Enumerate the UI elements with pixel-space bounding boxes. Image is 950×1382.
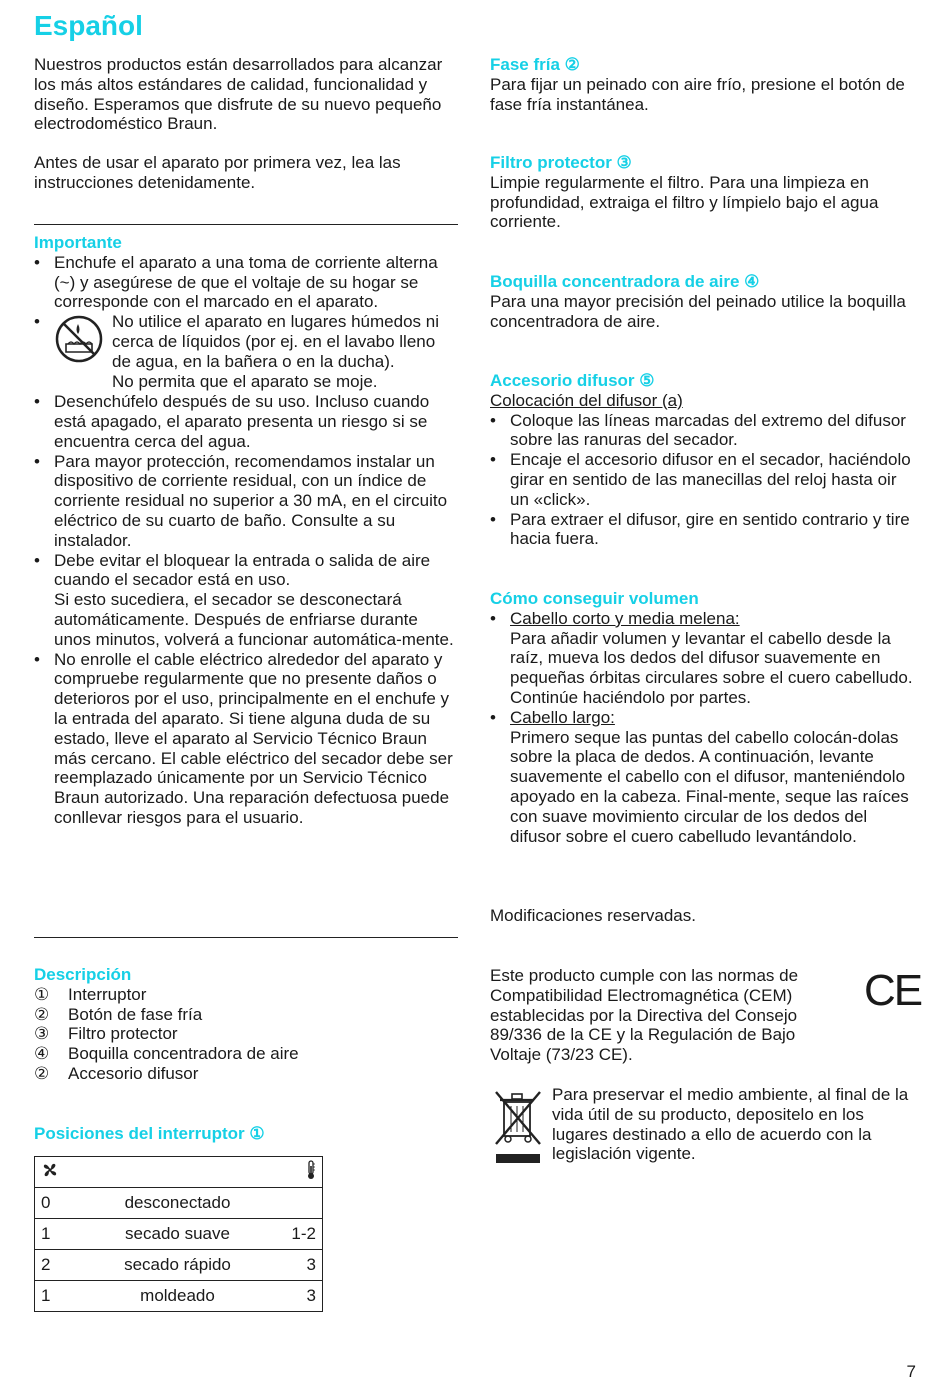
fase-fria-section: Fase fría ② Para fijar un peinado con aire frío, presione el botón de fase fría instantánea. [490,55,918,114]
list-item: • Para mayor protección, recomendamos instalar un dispositivo de corriente residual, con un índice de corriente residual no superior a 30 mA, en el circuito eléctrico de su cuarto de baño. Consulte a su instalador. [34,452,458,551]
weee-bin-icon [492,1088,544,1171]
filtro-section: Filtro protector ③ Limpie regularmente el filtro. Para una limpieza en profundidad, extraiga el filtro y límpielo bajo el agua corriente. [490,153,918,232]
desc-item: ① Interruptor [34,984,147,1004]
intro-paragraph-1: Nuestros productos están desarrollados para alcanzar los más altos estándares de calidad, funcionalidad y diseño. Esperamos que disfrute de su nuevo pequeño electrodoméstico Braun. [34,55,443,134]
table-row: 1 secado suave 1-2 [35,1219,323,1250]
list-item: • Debe evitar el bloquear la entrada o salida de aire cuando el secador está en uso. Si esto sucediera, el secador se desconectará automáticamente. Después de enfriarse durante unos minutos, volverá a funcionar automática-mente. [34,551,458,650]
table-header-row [35,1157,323,1188]
desc-item: ④ Boquilla concentradora de aire [34,1044,299,1064]
desc-item: ③ Filtro protector [34,1024,178,1044]
descripcion-heading: Descripción [34,965,132,984]
table-row: 2 secado rápido 3 [35,1250,323,1281]
boquilla-section: Boquilla concentradora de aire ④ Para una mayor precisión del peinado utilice la boquilla concentradora de aire. [490,272,918,331]
list-item: • Enchufe el aparato a una toma de corriente alterna (~) y asegúrese de que el voltaje de su hogar se corresponde con el marcado en el aparato. [34,253,458,312]
list-item: • Desenchúfelo después de su uso. Incluso cuando está apagado, el aparato presenta un riesgo si se encuentra cerca del agua. [34,392,458,451]
thermometer-icon [276,1160,316,1185]
desc-item: ② Accesorio difusor [34,1063,199,1083]
list-item: • No utilice el aparato en lugares húmedos ni cerca de líquidos (por ej. en el lavabo lleno de agua, en la bañera o en la ducha). No permita que el aparato se moje. [34,312,458,392]
list-item: • Cabello largo: Primero seque las puntas del cabello colocán-dolas sobre la placa de dedos. A continuación, levante suavemente el cabello con el difusor, manteniéndolo apoyado en la cabeza. Final-mente, seque las raíces con suave movimiento circular de los dedos del difusor sobre el cuero cabelludo levantándolo. [490,708,918,847]
descripcion-section [34,965,458,1084]
fase-fria-heading: Fase fría ② [490,55,580,74]
list-item: • Coloque las líneas marcadas del extremo del difusor sobre las ranuras del secador. [490,411,918,451]
importante-section [34,233,458,828]
divider [34,224,458,225]
env-text: Para preservar el medio ambiente, al final de la vida útil de su producto, depositelo en los lugares destinado a ello de acuerdo con la legislación vigente. [552,1085,909,1164]
posiciones-heading: Posiciones del interruptor ① [34,1124,265,1143]
switch-positions-table [34,1156,323,1312]
intro-paragraph-2: Antes de usar el aparato por primera vez, lea las instrucciones detenidamente. [34,153,401,192]
accesorio-section: Accesorio difusor ⑤ Colocación del difusor (a) • Coloque las líneas marcadas del extremo del difusor sobre las ranuras del secador. • Encaje el accesorio difusor en el secador, haciéndolo girar en sentido de las manecillas del reloj hasta oir un «click». • Para extraer el difusor, gire en sentido contrario y tire hacia fuera. [490,371,918,549]
modificaciones-text: Modificaciones reservadas. [490,906,696,925]
cem-text: Este producto cumple con las normas de Compatibilidad Electromagnética (CEM) establecidas por la Directiva del Consejo 89/336 de la CE y la Regulación de Bajo Voltaje (73/23 CE). [490,966,799,1065]
page-number: 7 [906,1362,916,1381]
page-title: Español [34,10,143,41]
list-item: • Cabello corto y media melena: Para añadir volumen y levantar el cabello desde la raíz, mueva los dedos del difusor suavemente en pequeñas órbitas circulares sobre el cuero cabelludo. Continúe haciéndolo por partes. [490,609,918,708]
no-water-icon [54,314,104,369]
table-row: 0 desconectado [35,1188,323,1219]
ce-mark-icon: CE [864,966,922,1015]
list-item: • Para extraer el difusor, gire en sentido contrario y tire hacia fuera. [490,510,918,550]
table-row: 1 moldeado 3 [35,1281,323,1312]
volumen-section [490,589,918,846]
list-item: • Encaje el accesorio difusor en el secador, haciéndolo girar en sentido de las manecillas del reloj hasta oir un «click». [490,450,918,509]
filtro-heading: Filtro protector ③ [490,153,632,172]
divider [34,937,458,938]
fan-icon [41,1161,79,1184]
desc-item: ② Botón de fase fría [34,1004,203,1024]
importante-heading: Importante [34,233,122,252]
list-item: • No enrolle el cable eléctrico alrededor del aparato y compruebe regularmente que no presente daños o deterioros por el uso, principalmente en el enchufe y la entrada del aparato. Si tiene alguna duda de su estado, lleve el aparato al Servicio Técnico Braun más cercano. El cable eléctrico del secador debe ser reemplazado únicamente por un Servicio Técnico Braun autorizado. Una reparación defectuosa puede conllevar riesgos para el usuario. [34,650,458,828]
accesorio-heading: Accesorio difusor ⑤ [490,371,655,390]
volumen-heading: Cómo conseguir volumen [490,589,699,608]
boquilla-heading: Boquilla concentradora de aire ④ [490,272,760,291]
